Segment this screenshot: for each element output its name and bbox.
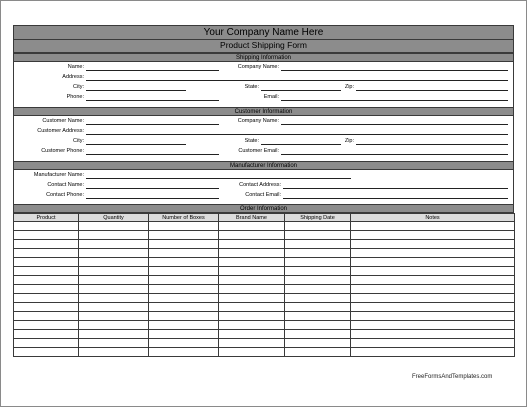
table-row (14, 222, 515, 231)
customer-zip-label: Zip: (344, 138, 354, 144)
customer-state-label: State: (244, 138, 259, 144)
order-cell[interactable] (149, 240, 219, 249)
order-cell[interactable] (79, 267, 149, 276)
order-cell[interactable] (79, 303, 149, 312)
order-cell[interactable] (285, 249, 351, 258)
order-cell[interactable] (149, 339, 219, 348)
order-cell[interactable] (149, 321, 219, 330)
table-row (14, 339, 515, 348)
order-cell[interactable] (351, 303, 515, 312)
order-cell[interactable] (285, 303, 351, 312)
order-cell[interactable] (79, 240, 149, 249)
col-shipping-date: Shipping Date (285, 214, 351, 222)
order-cell[interactable] (351, 258, 515, 267)
order-cell[interactable] (14, 339, 79, 348)
order-cell[interactable] (149, 249, 219, 258)
order-cell[interactable] (351, 240, 515, 249)
order-cell[interactable] (14, 330, 79, 339)
shipping-city-field[interactable] (86, 90, 186, 91)
col-product: Product (14, 214, 79, 222)
order-cell[interactable] (219, 249, 285, 258)
table-row (14, 249, 515, 258)
customer-company-field[interactable] (281, 124, 508, 125)
form-title: Product Shipping Form (13, 40, 514, 53)
shipping-name-field[interactable] (86, 70, 219, 71)
order-cell[interactable] (14, 348, 79, 357)
shipping-phone-label: Phone: (66, 94, 84, 100)
order-cell[interactable] (14, 249, 79, 258)
customer-phone-field[interactable] (86, 154, 219, 155)
order-cell[interactable] (351, 285, 515, 294)
contact-phone-label: Contact Phone: (46, 192, 84, 198)
order-cell[interactable] (351, 348, 515, 357)
order-cell[interactable] (149, 330, 219, 339)
order-cell[interactable] (149, 231, 219, 240)
customer-name-field[interactable] (86, 124, 219, 125)
order-cell[interactable] (351, 249, 515, 258)
order-cell[interactable] (219, 321, 285, 330)
order-cell[interactable] (351, 231, 515, 240)
order-cell[interactable] (219, 312, 285, 321)
order-cell[interactable] (219, 303, 285, 312)
table-row (14, 348, 515, 357)
order-cell[interactable] (79, 348, 149, 357)
shipping-fields (13, 62, 514, 107)
table-row (14, 258, 515, 267)
order-cell[interactable] (351, 321, 515, 330)
customer-city-field[interactable] (86, 144, 186, 145)
order-cell[interactable] (219, 330, 285, 339)
order-cell[interactable] (79, 222, 149, 231)
order-cell[interactable] (79, 231, 149, 240)
manufacturer-fields (13, 170, 514, 204)
shipping-zip-label: Zip: (344, 84, 354, 90)
order-cell[interactable] (14, 276, 79, 285)
shipping-address-field[interactable] (86, 80, 508, 81)
order-cell[interactable] (149, 276, 219, 285)
company-name-header: Your Company Name Here (13, 25, 514, 40)
col-brand-name: Brand Name (219, 214, 285, 222)
manufacturer-name-label: Manufacturer Name: (33, 172, 84, 178)
order-cell[interactable] (219, 267, 285, 276)
shipping-email-label: Email: (263, 94, 279, 100)
order-cell[interactable] (351, 222, 515, 231)
order-cell[interactable] (79, 276, 149, 285)
shipping-city-label: City: (73, 84, 84, 90)
order-cell[interactable] (79, 285, 149, 294)
order-rows (14, 222, 515, 357)
customer-city-label: City: (73, 138, 84, 144)
contact-name-field[interactable] (86, 188, 219, 189)
order-cell[interactable] (14, 303, 79, 312)
table-row (14, 276, 515, 285)
order-cell[interactable] (14, 285, 79, 294)
order-cell[interactable] (14, 312, 79, 321)
customer-email-label: Customer Email: (238, 148, 279, 154)
contact-phone-field[interactable] (86, 198, 219, 199)
order-cell[interactable] (285, 312, 351, 321)
order-cell[interactable] (14, 231, 79, 240)
order-cell[interactable] (14, 258, 79, 267)
order-cell[interactable] (285, 330, 351, 339)
col-quantity: Quantity (79, 214, 149, 222)
shipping-company-label: Company Name: (237, 64, 279, 70)
order-cell[interactable] (149, 348, 219, 357)
order-cell[interactable] (285, 231, 351, 240)
order-cell[interactable] (219, 258, 285, 267)
table-row (14, 330, 515, 339)
order-cell[interactable] (285, 222, 351, 231)
customer-phone-label: Customer Phone: (41, 148, 84, 154)
order-cell[interactable] (351, 330, 515, 339)
col-number-of-boxes: Number of Boxes (149, 214, 219, 222)
order-cell[interactable] (79, 249, 149, 258)
order-cell[interactable] (351, 276, 515, 285)
order-section-title: Order Information (13, 204, 514, 213)
customer-address-label: Customer Address: (37, 128, 84, 134)
customer-name-label: Customer Name: (42, 118, 84, 124)
order-cell[interactable] (149, 294, 219, 303)
order-cell[interactable] (79, 321, 149, 330)
table-row (14, 321, 515, 330)
order-cell[interactable] (285, 276, 351, 285)
order-cell[interactable] (14, 240, 79, 249)
order-cell[interactable] (14, 294, 79, 303)
contact-email-field[interactable] (283, 198, 508, 199)
shipping-name-label: Name: (67, 64, 84, 70)
order-cell[interactable] (149, 222, 219, 231)
shipping-phone-field[interactable] (86, 100, 219, 101)
col-notes: Notes (351, 214, 515, 222)
table-row (14, 267, 515, 276)
shipping-form (13, 25, 514, 357)
customer-zip-field[interactable] (356, 144, 508, 145)
table-row (14, 294, 515, 303)
customer-section-title: Customer Information (13, 107, 514, 116)
footer-credit: FreeFormsAndTemplates.com (412, 374, 493, 380)
contact-email-label: Contact Email: (245, 192, 281, 198)
order-cell[interactable] (219, 348, 285, 357)
order-cell[interactable] (351, 294, 515, 303)
order-header-row (14, 214, 515, 222)
order-cell[interactable] (351, 339, 515, 348)
order-cell[interactable] (351, 312, 515, 321)
order-table (13, 213, 515, 357)
order-cell[interactable] (14, 222, 79, 231)
order-cell[interactable] (219, 294, 285, 303)
shipping-email-field[interactable] (281, 100, 508, 101)
order-cell[interactable] (79, 258, 149, 267)
contact-name-label: Contact Name: (47, 182, 84, 188)
shipping-state-label: State: (244, 84, 259, 90)
order-cell[interactable] (149, 267, 219, 276)
order-cell[interactable] (285, 240, 351, 249)
shipping-zip-field[interactable] (356, 90, 508, 91)
order-cell[interactable] (149, 312, 219, 321)
order-cell[interactable] (351, 267, 515, 276)
table-row (14, 303, 515, 312)
table-row (14, 285, 515, 294)
order-cell[interactable] (285, 258, 351, 267)
contact-address-label: Contact Address: (239, 182, 281, 188)
order-cell[interactable] (285, 321, 351, 330)
order-cell[interactable] (79, 294, 149, 303)
customer-address-field[interactable] (86, 134, 508, 135)
order-cell[interactable] (285, 348, 351, 357)
customer-fields (13, 116, 514, 161)
order-cell[interactable] (79, 312, 149, 321)
table-row (14, 240, 515, 249)
order-cell[interactable] (14, 321, 79, 330)
order-cell[interactable] (149, 285, 219, 294)
customer-email-field[interactable] (281, 154, 508, 155)
manufacturer-name-field[interactable] (86, 178, 351, 179)
order-cell[interactable] (219, 231, 285, 240)
order-cell[interactable] (219, 276, 285, 285)
customer-company-label: Company Name: (237, 118, 279, 124)
table-row (14, 312, 515, 321)
order-cell[interactable] (285, 267, 351, 276)
order-cell[interactable] (219, 222, 285, 231)
order-cell[interactable] (285, 339, 351, 348)
order-cell[interactable] (285, 294, 351, 303)
order-cell[interactable] (285, 285, 351, 294)
order-cell[interactable] (149, 258, 219, 267)
table-row (14, 231, 515, 240)
order-cell[interactable] (219, 339, 285, 348)
shipping-company-field[interactable] (281, 70, 508, 71)
order-cell[interactable] (79, 339, 149, 348)
order-cell[interactable] (219, 240, 285, 249)
shipping-address-label: Address: (62, 74, 84, 80)
order-cell[interactable] (14, 267, 79, 276)
order-cell[interactable] (219, 285, 285, 294)
contact-address-field[interactable] (283, 188, 508, 189)
order-cell[interactable] (79, 330, 149, 339)
manufacturer-section-title: Manufacturer Information (13, 161, 514, 170)
shipping-section-title: Shipping Information (13, 53, 514, 62)
order-cell[interactable] (149, 303, 219, 312)
